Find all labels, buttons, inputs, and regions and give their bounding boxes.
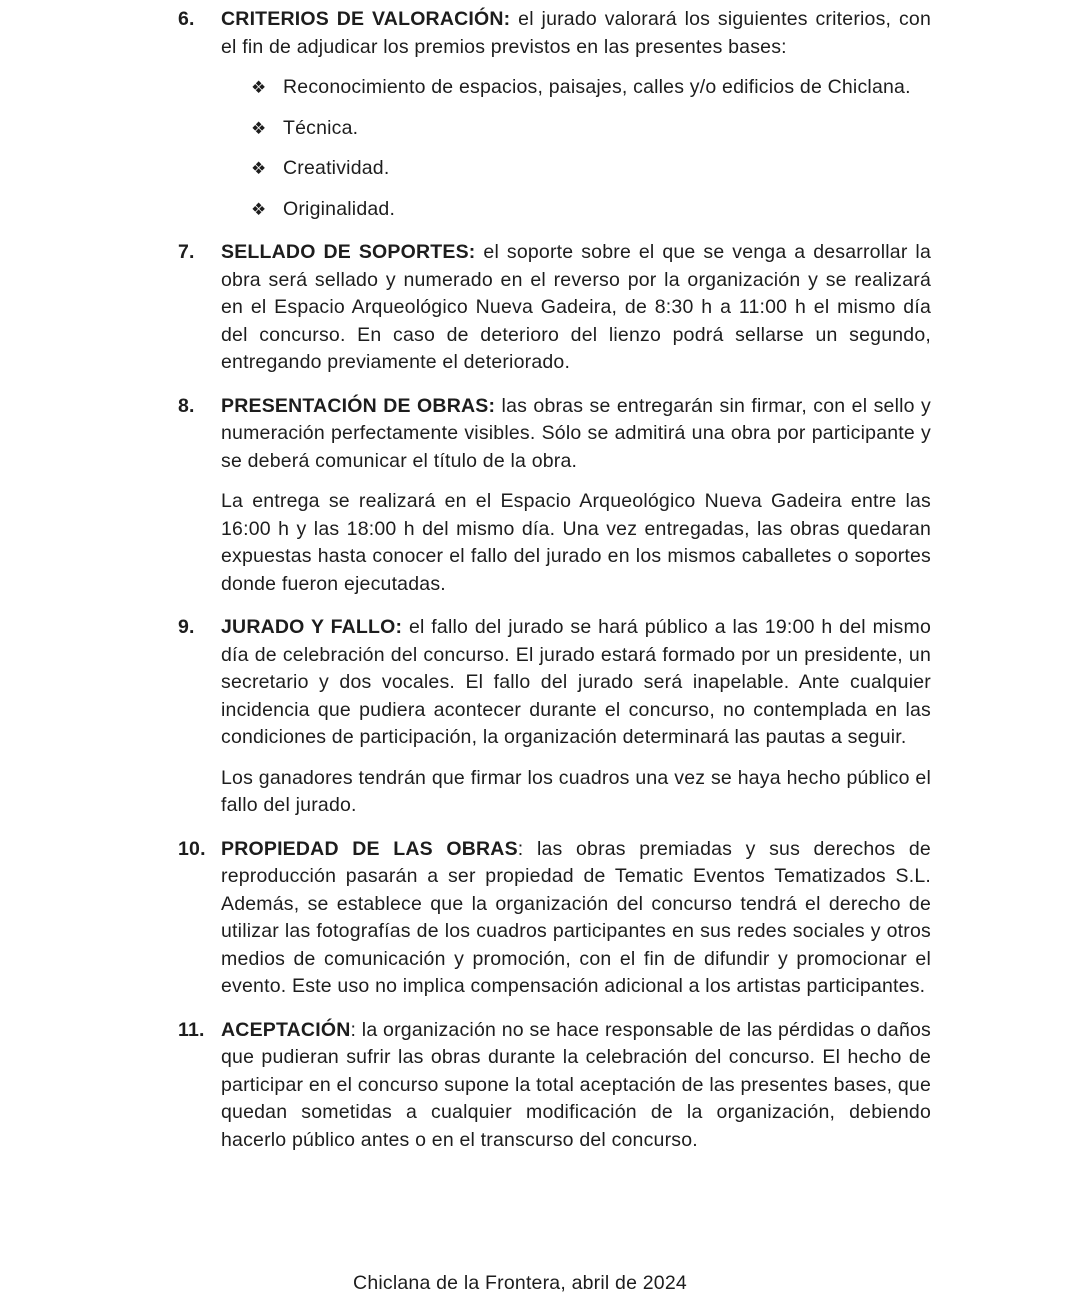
bullet-item [221, 155, 931, 183]
item-title: ACEPTACIÓN [221, 1018, 351, 1041]
bullet-text: Creatividad. [283, 157, 390, 179]
item-number: 7. [178, 241, 195, 263]
item-number: 10. [178, 837, 206, 860]
item-body-text: el soporte sobre el que se venga a desarrollar la obra será sellado y numerado en el reverso por la organización y se realizará en el Espacio Arqueológico Nueva Gadeira, de 8:30 h a 11:00 h el mismo día del concurso. En caso de deterioro del lienzo podrá sellarse un segundo, entregando previamente el deteriorado. [221, 241, 932, 373]
footer-dateline: Chiclana de la Frontera, abril de 2024 [353, 1272, 687, 1294]
item-title: PRESENTACIÓN DE OBRAS: [221, 394, 496, 417]
list-item [178, 6, 931, 223]
item-number: 11. [178, 1018, 205, 1041]
list-item [178, 836, 931, 1001]
bases-list [178, 6, 931, 1170]
item-paragraph: Los ganadores tendrán que firmar los cuadros una vez se haya hecho público el fallo del jurado. [221, 766, 931, 816]
item-title: SELLADO DE SOPORTES: [221, 241, 476, 263]
item-lead-paragraph [221, 614, 931, 752]
diamond-bullet-icon: ❖ [251, 199, 267, 219]
item-body-text: la organización no se hace responsable de las pérdidas o daños que pudieran sufrir las obras durante la celebración del concurso. El hecho de participar en el concurso supone la total aceptación de las presentes bases, que quedan sometidas a cualquier modificación de la organización, debiendo hacerlo público antes o en el transcurso del concurso. [221, 1018, 931, 1151]
bullet-text: Reconocimiento de espacios, paisajes, calles y/o edificios de Chiclana. [283, 76, 911, 98]
diamond-bullet-icon: ❖ [251, 118, 267, 138]
item-number: 8. [178, 394, 195, 417]
diamond-bullet-icon: ❖ [251, 159, 267, 178]
bullet-item [221, 196, 931, 224]
bullet-item [221, 115, 931, 143]
item-title: PROPIEDAD DE LAS OBRAS [221, 837, 518, 860]
item-paragraph: La entrega se realizará en el Espacio Arqueológico Nueva Gadeira entre las 16:00 h y las 18:00 h del mismo día. Una vez entregadas, las obras quedaran expuestas hasta conocer el fallo del jurado en los mismos caballetes o soportes donde fueron ejecutadas. [221, 490, 931, 595]
list-item [178, 239, 931, 377]
item-lead-paragraph [221, 836, 931, 1001]
item-title-colon: : [517, 837, 524, 860]
list-item [178, 614, 931, 820]
item-body-text: el jurado valorará los siguientes criterios, con el fin de adjudicar los premios previstos en las presentes bases: [221, 8, 931, 58]
bullet-item [221, 74, 931, 102]
item-body-text: las obras premiadas y sus derechos de reproducción pasarán a ser propiedad de Tematic Eventos Tematizados S.L. Además, se establece que la organización del concurso tendrá el derecho de utilizar las fotografías de los cuadros participantes en sus redes sociales y otros medios de comunicación y promoción, con el fin de difundir y promocionar el evento. Este uso no implica compensación adicional a los artistas participantes. [221, 837, 931, 997]
diamond-bullet-icon: ❖ [251, 78, 267, 97]
item-lead-paragraph [221, 393, 931, 476]
list-item [178, 1017, 931, 1155]
item-lead-paragraph [221, 6, 931, 61]
item-body-text: las obras se entregarán sin firmar, con el sello y numeración perfectamente visibles. Sólo se admitirá una obra por participante y se deberá comunicar el título de la obra. [221, 394, 931, 472]
item-title: JURADO Y FALLO: [221, 616, 403, 638]
item-title: CRITERIOS DE VALORACIÓN: [221, 8, 511, 30]
list-item [178, 393, 931, 599]
item-title-colon: : [350, 1018, 357, 1041]
bullet-text: Técnica. [283, 116, 359, 139]
item-number: 6. [178, 8, 195, 30]
item-lead-paragraph [221, 1017, 931, 1155]
bullet-text: Originalidad. [283, 197, 396, 220]
item-lead-paragraph [221, 239, 931, 377]
item-number: 9. [178, 616, 195, 638]
item-body-text: el fallo del jurado se hará público a las 19:00 h del mismo día de celebración del concurso. El jurado estará formado por un presidente, un secretario y dos vocales. El fallo del jurado será inapelable. Ante cualquier incidencia que pudiera acontecer durante el concurso, no contemplada en las condiciones de participación, la organización determinará las pautas a seguir. [221, 616, 931, 748]
